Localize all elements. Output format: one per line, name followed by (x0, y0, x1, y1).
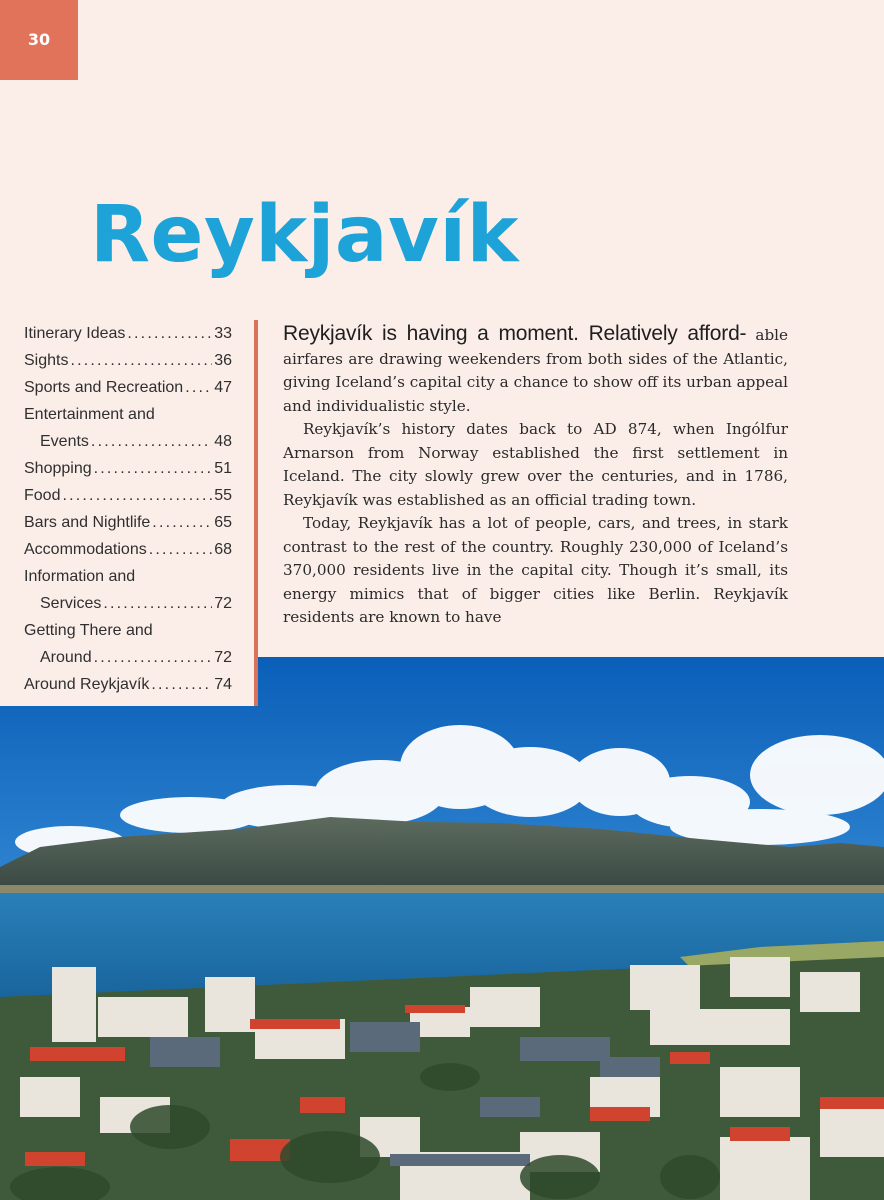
toc-label: Bars and Nightlife (24, 514, 151, 531)
toc-page: 65 (214, 514, 232, 531)
toc-page: 74 (214, 676, 232, 693)
toc-leader (127, 320, 212, 347)
toc-label: Getting There and (24, 622, 153, 639)
toc-label: Information and (24, 568, 136, 585)
lead-sentence: Reykjavík is having a moment. Relatively afford- (283, 322, 747, 345)
toc-label: Events (40, 433, 89, 450)
toc-label: Sights (24, 352, 69, 369)
toc-label: Food (24, 487, 61, 504)
intro-paragraph-1 (283, 322, 788, 418)
toc-item[interactable] (0, 590, 254, 617)
toc-item-head[interactable] (0, 563, 254, 590)
toc-item[interactable] (0, 347, 254, 374)
toc-item-head[interactable] (0, 401, 254, 428)
toc-page: 51 (214, 460, 232, 477)
chapter-title: Reykjavík (90, 190, 520, 280)
toc-page: 36 (214, 352, 232, 369)
toc-label: Sports and Recreation (24, 379, 184, 396)
toc-leader (151, 671, 212, 698)
toc-leader (94, 644, 213, 671)
toc-item[interactable] (0, 374, 254, 401)
paragraph-text: able airfares are drawing weekenders from both sides of the Atlantic, giving Iceland’s capital city a chance to show off its urban appeal and individualistic style. (283, 326, 789, 415)
page-number-tab (0, 0, 78, 80)
chapter-contents (0, 320, 258, 706)
toc-leader (185, 374, 212, 401)
toc-page: 68 (214, 541, 232, 558)
toc-item[interactable] (0, 536, 254, 563)
toc-page: 47 (214, 379, 232, 396)
toc-leader (91, 428, 212, 455)
reykjavik-panorama-photo (0, 657, 884, 1200)
page-number: 30 (27, 29, 51, 49)
toc-page: 72 (214, 649, 232, 666)
toc-label: Itinerary Ideas (24, 325, 126, 342)
intro-paragraph-3: Today, Reykjavík has a lot of people, cars, and trees, in stark contrast to the rest of the country. Roughly 230,000 of Iceland’s 370,000 residents live in the capital city. Though it’s small, its energy mimics that of bigger cities like Berlin. Reykjavík residents are known to have (283, 514, 788, 626)
toc-page: 48 (214, 433, 232, 450)
toc-page: 72 (214, 595, 232, 612)
toc-item[interactable] (0, 644, 254, 671)
intro-text (283, 322, 788, 630)
toc-item-head[interactable] (0, 617, 254, 644)
toc-item[interactable] (0, 671, 254, 698)
toc-label: Shopping (24, 460, 92, 477)
toc-item[interactable] (0, 428, 254, 455)
toc-label: Accommodations (24, 541, 147, 558)
toc-leader (70, 347, 212, 374)
toc-page: 55 (214, 487, 232, 504)
toc-item[interactable] (0, 482, 254, 509)
intro-paragraph-2: Reykjavík’s history dates back to AD 874, when Ingólfur Arnarson from Norway established the first settlement in Iceland. The city slowly grew over the centuries, and in 1786, Reykjavík was established as an official trading town. (283, 420, 788, 509)
toc-label: Services (40, 595, 102, 612)
toc-label: Around Reykjavík (24, 676, 150, 693)
toc-page: 33 (214, 325, 232, 342)
toc-label: Entertainment and (24, 406, 155, 423)
toc-leader (149, 536, 212, 563)
toc-label: Around (40, 649, 92, 666)
toc-leader (94, 455, 213, 482)
toc-item[interactable] (0, 320, 254, 347)
toc-item[interactable] (0, 455, 254, 482)
toc-leader (62, 482, 212, 509)
toc-item[interactable] (0, 509, 254, 536)
toc-leader (152, 509, 212, 536)
toc-leader (103, 590, 212, 617)
